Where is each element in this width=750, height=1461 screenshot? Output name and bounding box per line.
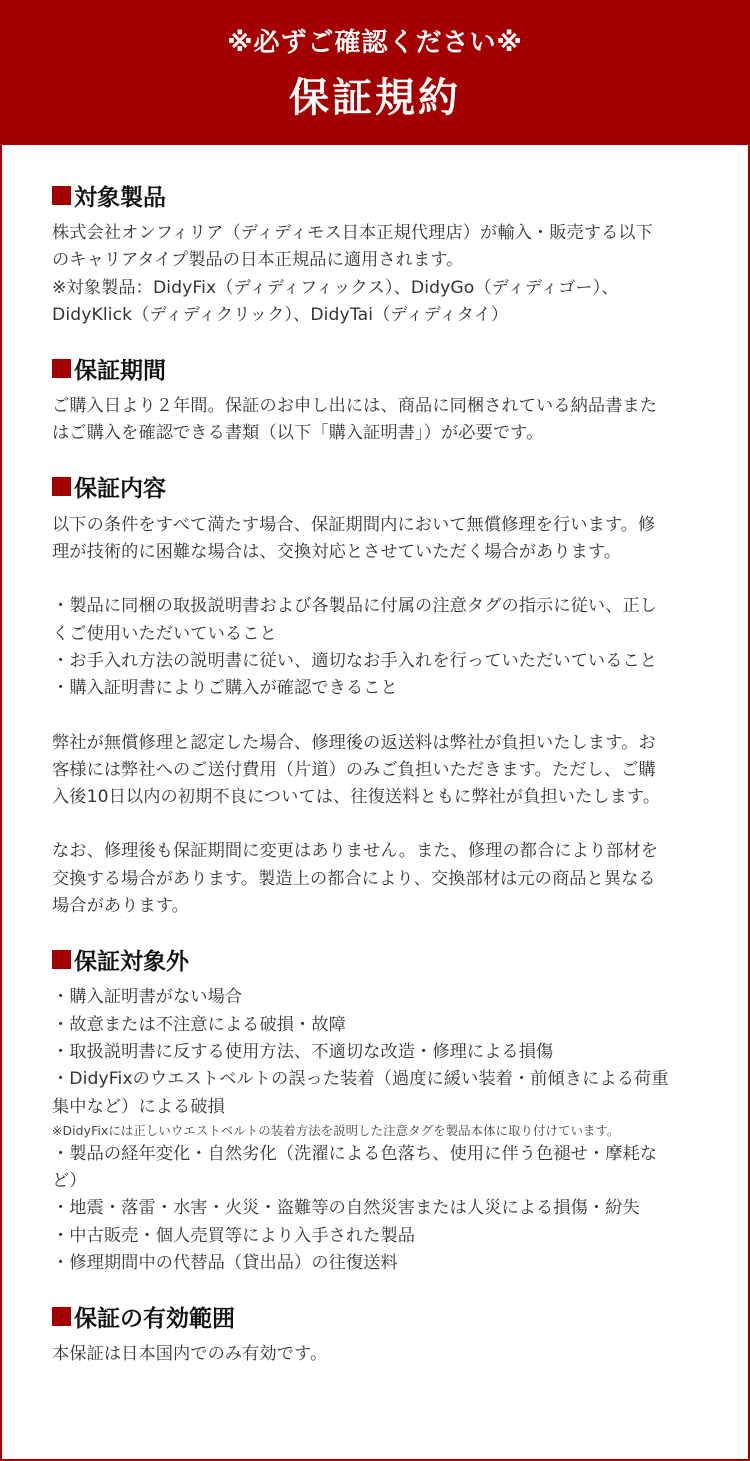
text-line: のキャリアタイプ製品の日本正規品に適用されます。 [52,250,464,271]
text-line: 入後10日以内の初期不良については、往復送料ともに弊社が負担いたします。 [52,787,661,808]
square-bullet-icon [52,477,71,496]
square-bullet-icon [52,359,71,378]
list-item: ・製品の経年変化・自然劣化（洗濯による色落ち、使用に伴う色褪せ・摩耗な [52,1143,658,1164]
section-heading [52,351,712,385]
square-bullet-icon [52,186,71,205]
text-line: 弊社が無償修理と認定した場合、修理後の返送料は弊社が負担いたします。お [52,732,656,753]
list-item: ・お手入れ方法の説明書に従い、適切なお手入れを行っていただいていること [52,650,658,671]
section-title: 保証内容 [74,476,166,503]
text-line: 株式会社オンフィリア（ディディモス日本正規代理店）が輸入・販売する以下 [52,223,653,243]
section-body [52,393,712,448]
header-banner [0,0,750,145]
section-body [52,220,712,329]
list-item: ・製品に同梱の取扱説明書および各製品に付属の注意タグの指示に従い、正し [52,596,658,617]
text-line: ご購入日より２年間。保証のお申し出には、商品に同梱されている納品書また [52,396,658,417]
page-title: 保証規約 [289,75,461,121]
list-item: くご使用いただいていること [52,623,277,644]
section-body [52,1341,712,1368]
text-line: 理が技術的に困難な場合は、交換対応とさせていただく場合があります。 [52,542,622,563]
text-line: 以下の条件をすべて満たす場合、保証期間内において無償修理を行います。修 [52,514,656,535]
header-subtitle: ※必ずご確認ください※ [227,28,523,58]
list-item: 集中など）による破損 [52,1096,225,1117]
terms-content [52,178,712,1391]
square-bullet-icon [52,1307,71,1326]
section-body [52,984,712,1277]
list-item: ・DidyFixのウエストベルトの誤った装着（過度に緩い装着・前傾きによる荷重 [52,1069,669,1090]
list-item: ・故意または不注意による破損・故障 [52,1014,346,1035]
section-target-products [52,178,712,329]
section-heading [52,1299,712,1333]
text-line: なお、修理後も保証期間に変更はありません。また、修理の都合により部材を [52,841,659,862]
section-warranty-content [52,470,712,921]
text-line: はご購入を確認できる書類（以下「購入証明書」）が必要です。 [52,423,544,444]
list-item: ・取扱説明書に反する使用方法、不適切な改造・修理による損傷 [52,1041,554,1062]
list-item: ・購入証明書がない場合 [52,987,243,1008]
section-title: 保証期間 [74,357,166,384]
list-item: ・修理期間中の代替品（貸出品）の往復送料 [52,1253,398,1274]
section-title: 対象製品 [74,184,166,211]
text-line: DidyKlick（ディディクリック）、DidyTai（ディディタイ） [52,304,509,325]
section-scope [52,1299,712,1368]
section-heading [52,942,712,976]
text-line: 本保証は日本国内でのみ有効です。 [52,1344,328,1365]
text-line: 客様には弊社へのご送付費用（片道）のみご負担いただきます。ただし、ご購 [52,759,656,780]
text-line: 交換する場合があります。製造上の都合により、交換部材は元の商品と異なる [52,868,656,889]
section-heading [52,178,712,212]
section-title: 保証の有効範囲 [74,1305,235,1332]
list-item: ・購入証明書によりご購入が確認できること [52,678,398,699]
text-line: 場合があります。 [52,896,189,917]
list-item: ど） [52,1171,87,1192]
section-heading [52,470,712,504]
section-title: 保証対象外 [74,948,189,975]
square-bullet-icon [52,950,71,969]
text-line: ※対象製品：DidyFix（ディディフィックス）、DidyGo（ディディゴー）、 [52,277,619,298]
section-warranty-period [52,351,712,448]
section-body [52,512,712,921]
list-item: ・地震・落雷・水害・火災・盗難等の自然災害または人災による損傷・紛失 [52,1198,640,1219]
footnote: ※DidyFixには正しいウエストベルトの装着方法を説明した注意タグを製品本体に取り付けています。 [52,1122,620,1138]
section-exclusions [52,942,712,1277]
list-item: ・中古販売・個人売買等により入手された製品 [52,1225,416,1246]
